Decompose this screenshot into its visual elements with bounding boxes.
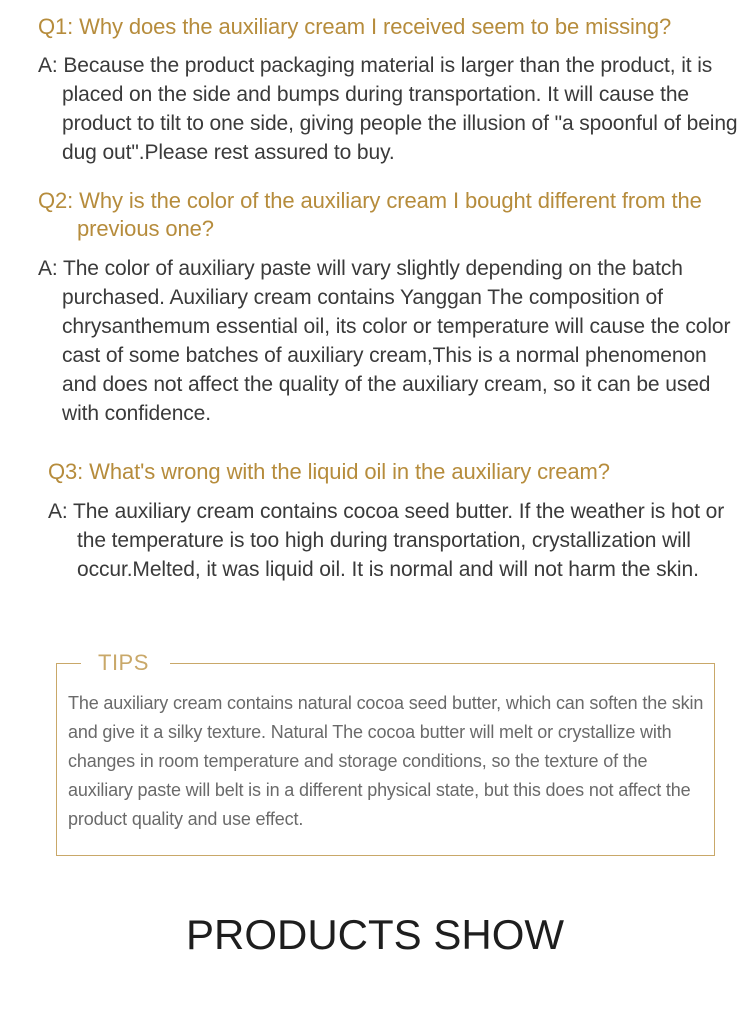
faq-question-2: Q2: Why is the color of the auxiliary cream I bought different from the previous one?: [38, 188, 702, 241]
section-heading-products-show: PRODUCTS SHOW: [186, 911, 564, 958]
faq-question-1: Q1: Why does the auxiliary cream I received seem to be missing?: [38, 14, 672, 39]
tips-title: TIPS: [98, 650, 149, 675]
tips-text: The auxiliary cream contains natural cocoa seed butter, which can soften the skin and give it a silky texture. Natural The cocoa butter will melt or crystallize with changes in room temperature and storage conditions, so the texture of the auxiliary paste will belt is in a different physical state, but this does not affect the product quality and use effect.: [68, 693, 704, 829]
faq-answer-2: A: The color of auxiliary paste will vary slightly depending on the batch purchased. Auxiliary cream contains Yanggan The composition of chrysanthemum essential oil, its color or temperature will cause the color cast of some batches of auxiliary cream,This is a normal phenomenon and does not affect the quality of the auxiliary cream, so it can be used with confidence.: [38, 257, 731, 425]
faq-answer-1: A: Because the product packaging material is larger than the product, it is placed on the side and bumps during transportation. It will cause the product to tilt to one side, giving people the illusion of "a spoonful of being dug out".Please rest assured to buy.: [38, 54, 738, 164]
faq-question-3: Q3: What's wrong with the liquid oil in the auxiliary cream?: [48, 459, 610, 484]
faq-answer-3: A: The auxiliary cream contains cocoa seed butter. If the weather is hot or the temperature is too high during transportation, crystallization will occur.Melted, it was liquid oil. It is normal and will not harm the skin.: [48, 500, 725, 581]
